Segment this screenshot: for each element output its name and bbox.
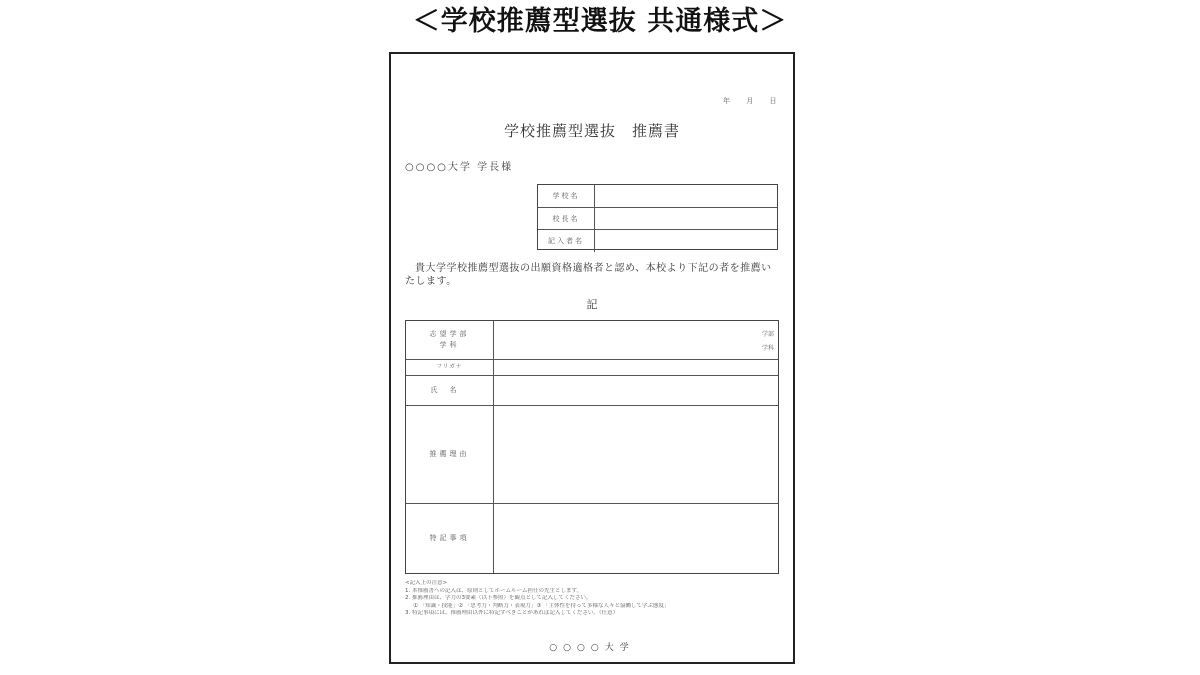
school-info-box bbox=[537, 184, 778, 250]
principal-name-label: 校長名 bbox=[538, 208, 595, 230]
recommendation-form bbox=[389, 52, 795, 664]
name-row bbox=[406, 375, 778, 405]
note-line: 3. 特記事項には、推薦理由以外に特記すべきことがあれば記入してください。（任意） bbox=[405, 610, 619, 616]
slide-title: ＜学校推薦型選抜 共通様式＞ bbox=[412, 6, 788, 37]
note-line: 1. 本推薦書への記入は、原則としてホームルーム担任の先生とします。 bbox=[405, 587, 583, 594]
faculty-label-text: 志望学部 bbox=[429, 330, 470, 338]
notes bbox=[405, 580, 785, 618]
candidate-table bbox=[405, 320, 779, 574]
date-line bbox=[709, 96, 776, 106]
note-line: 2. 推薦理由は、学力の3要素（以下参照）を観点として記入してください。 bbox=[405, 595, 592, 601]
department-label-text: 学科 bbox=[439, 341, 460, 349]
school-name-row bbox=[538, 185, 777, 207]
date-month: 月 bbox=[746, 97, 754, 105]
faculty-row bbox=[406, 321, 778, 359]
notes-heading: <記入上の注意> bbox=[405, 580, 448, 586]
ki-heading: 記 bbox=[586, 298, 598, 311]
school-name-label: 学校名 bbox=[538, 185, 595, 207]
faculty-unit: 学部 bbox=[761, 331, 774, 338]
name-label: 氏名 bbox=[406, 376, 494, 405]
addressee: ○○○○大学 学長様 bbox=[405, 162, 514, 173]
furigana-row bbox=[406, 359, 778, 375]
reason-row bbox=[406, 405, 778, 503]
reason-label: 推薦理由 bbox=[406, 406, 494, 503]
remarks-label: 特記事項 bbox=[406, 504, 494, 573]
writer-name-row bbox=[538, 229, 777, 251]
faculty-label bbox=[406, 321, 494, 359]
university-footer: ○○○○大学 bbox=[549, 643, 635, 653]
remarks-row bbox=[406, 503, 778, 573]
principal-name-row bbox=[538, 207, 777, 229]
date-day: 日 bbox=[769, 97, 777, 105]
department-unit: 学科 bbox=[761, 345, 774, 352]
writer-name-label: 記入者名 bbox=[538, 230, 595, 252]
recommendation-statement: 貴大学学校推薦型選抜の出願資格適格者と認め、本校より下記の者を推薦いたします。 bbox=[405, 263, 772, 287]
furigana-label: フリガナ bbox=[406, 360, 494, 375]
form-title: 学校推薦型選抜 推薦書 bbox=[503, 122, 680, 140]
date-year: 年 bbox=[723, 97, 730, 105]
note-line: ① 「知識・技能」② 「思考力・判断力・表現力」③ 「主体性を持って多様な人々と協働して学ぶ態度」 bbox=[413, 602, 670, 609]
